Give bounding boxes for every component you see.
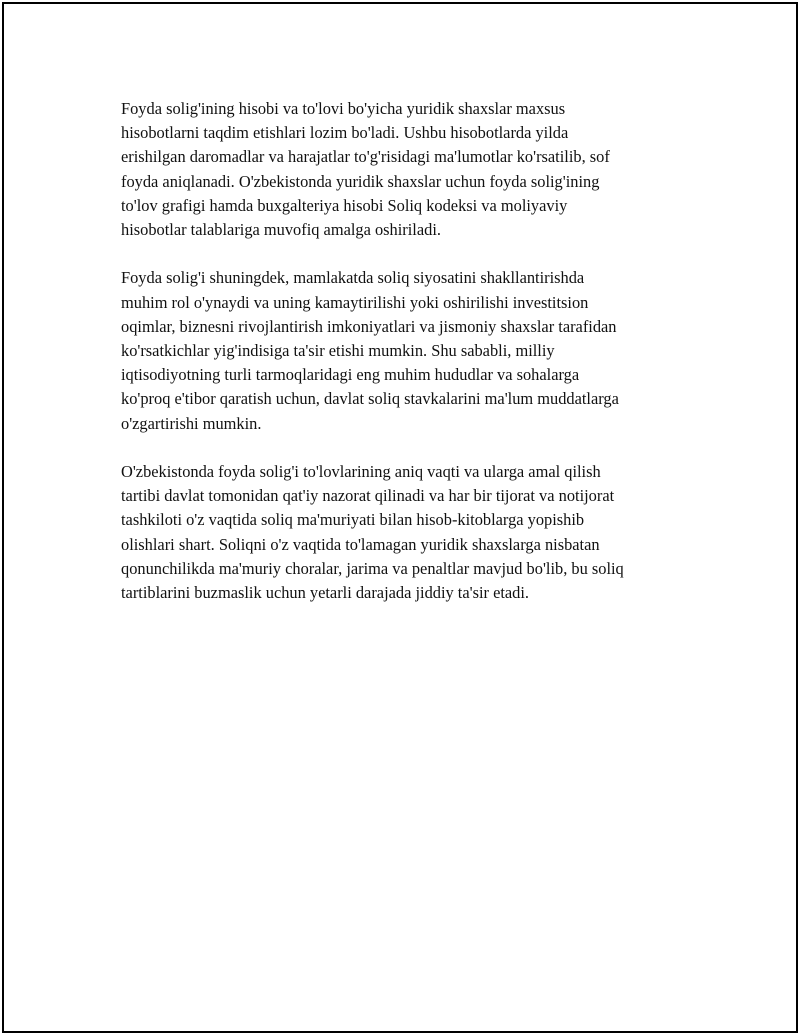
text-line: Foyda solig'i shuningdek, mamlakatda soliq siyosatini shakllantirishda: [121, 268, 585, 288]
paragraph-1: [121, 97, 691, 242]
text-line: qonunchilikda ma'muriy choralar, jarima va penaltlar mavjud bo'lib, bu soliq: [121, 558, 624, 578]
text-line: hisobotlarni taqdim etishlari lozim bo'ladi. Ushbu hisobotlarda yilda: [121, 123, 569, 143]
text-line: o'zgartirishi mumkin.: [121, 413, 262, 433]
text-line: erishilgan daromadlar va harajatlar to'g'risidagi ma'lumotlar ko'rsatilib, sof: [121, 147, 610, 167]
paragraph-2: [121, 266, 691, 435]
text-line: tartibi davlat tomonidan qat'iy nazorat qilinadi va har bir tijorat va notijorat: [121, 486, 615, 506]
text-line: tartiblarini buzmaslik uchun yetarli darajada jiddiy ta'sir etadi.: [121, 583, 530, 603]
text-line: Foyda solig'ining hisobi va to'lovi bo'yicha yuridik shaxslar maxsus: [121, 99, 566, 118]
text-line: ko'rsatkichlar yig'indisiga ta'sir etishi mumkin. Shu sababli, milliy: [121, 341, 555, 361]
text-line: foyda aniqlanadi. O'zbekistonda yuridik shaxslar uchun foyda solig'ining: [121, 171, 600, 191]
paragraph-3: [121, 460, 691, 605]
text-line: olishlari shart. Soliqni o'z vaqtida to'lamagan yuridik shaxslarga nisbatan: [121, 534, 600, 554]
text-line: oqimlar, biznesni rivojlantirish imkoniyatlari va jismoniy shaxslar tarafidan: [121, 316, 617, 336]
text-line: muhim rol o'ynaydi va uning kamaytirilishi yoki oshirilishi investitsion: [121, 292, 589, 312]
text-line: hisobotlar talablariga muvofiq amalga oshiriladi.: [121, 220, 441, 240]
text-line: tashkiloti o'z vaqtida soliq ma'muriyati bilan hisob-kitoblarga yopishib: [121, 510, 585, 530]
document-body: [121, 97, 691, 629]
text-line: iqtisodiyotning turli tarmoqlaridagi eng muhim hududlar va sohalarga: [121, 365, 580, 385]
page-frame: [2, 2, 798, 1033]
text-line: ko'proq e'tibor qaratish uchun, davlat soliq stavkalarini ma'lum muddatlarga: [121, 389, 619, 409]
text-line: to'lov grafigi hamda buxgalteriya hisobi Soliq kodeksi va moliyaviy: [121, 195, 568, 215]
text-line: O'zbekistonda foyda solig'i to'lovlarining aniq vaqti va ularga amal qilish: [121, 462, 601, 482]
